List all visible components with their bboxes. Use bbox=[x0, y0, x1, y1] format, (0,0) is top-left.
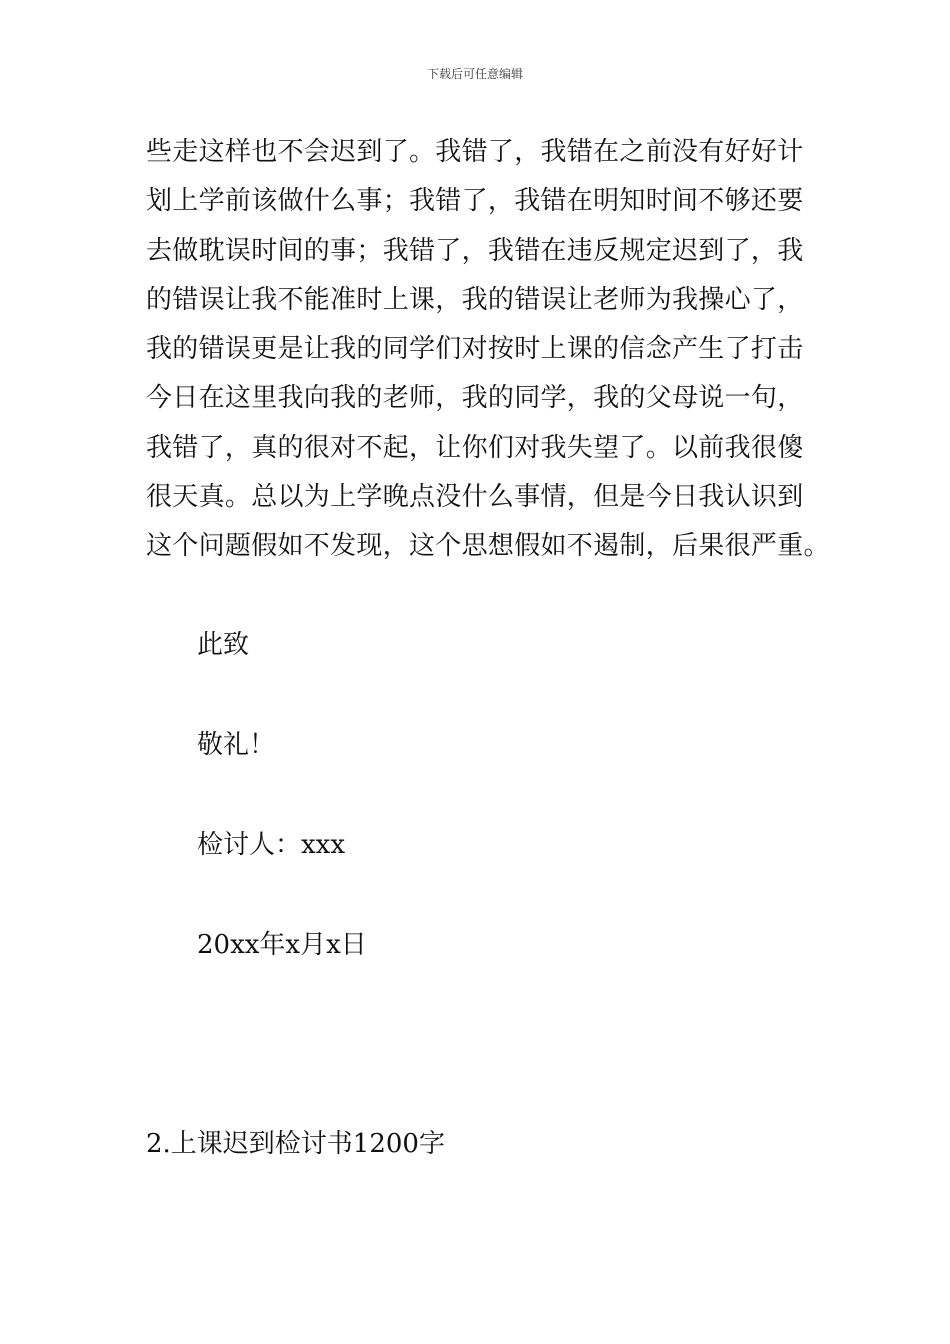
body-line: 这个问题假如不发现，这个思想假如不遏制，后果很严重。 bbox=[146, 531, 830, 562]
body-line: 很天真。总以为上学晚点没什么事情，但是今日我认识到 bbox=[146, 482, 804, 513]
body-line: 的错误让我不能准时上课，我的错误让老师为我操心了， bbox=[146, 284, 804, 315]
body-line: 我的错误更是让我的同学们对按时上课的信念产生了打击 bbox=[146, 334, 804, 365]
body-line: 今日在这里我向我的老师，我的同学，我的父母说一句， bbox=[146, 383, 804, 414]
closing-salutation: 此致 bbox=[197, 630, 250, 660]
body-line: 些走这样也不会迟到了。我错了，我错在之前没有好好计 bbox=[146, 137, 804, 167]
body-line: 划上学前该做什么事；我错了，我错在明知时间不够还要 bbox=[146, 186, 804, 217]
closing-regards: 敬礼！ bbox=[197, 730, 276, 760]
body-line: 去做耽误时间的事；我错了，我错在违反规定迟到了，我 bbox=[146, 235, 804, 266]
signer-line: 检讨人：xxx bbox=[197, 830, 345, 860]
date-line: 20xx年x月x日 bbox=[197, 930, 367, 960]
letter-body bbox=[146, 128, 830, 572]
section-heading: 2.上课迟到检讨书1200字 bbox=[146, 1129, 445, 1159]
body-line: 我错了，真的很对不起，让你们对我失望了。以前我很傻 bbox=[146, 432, 804, 463]
page-header-note: 下载后可任意编辑 bbox=[426, 67, 523, 81]
